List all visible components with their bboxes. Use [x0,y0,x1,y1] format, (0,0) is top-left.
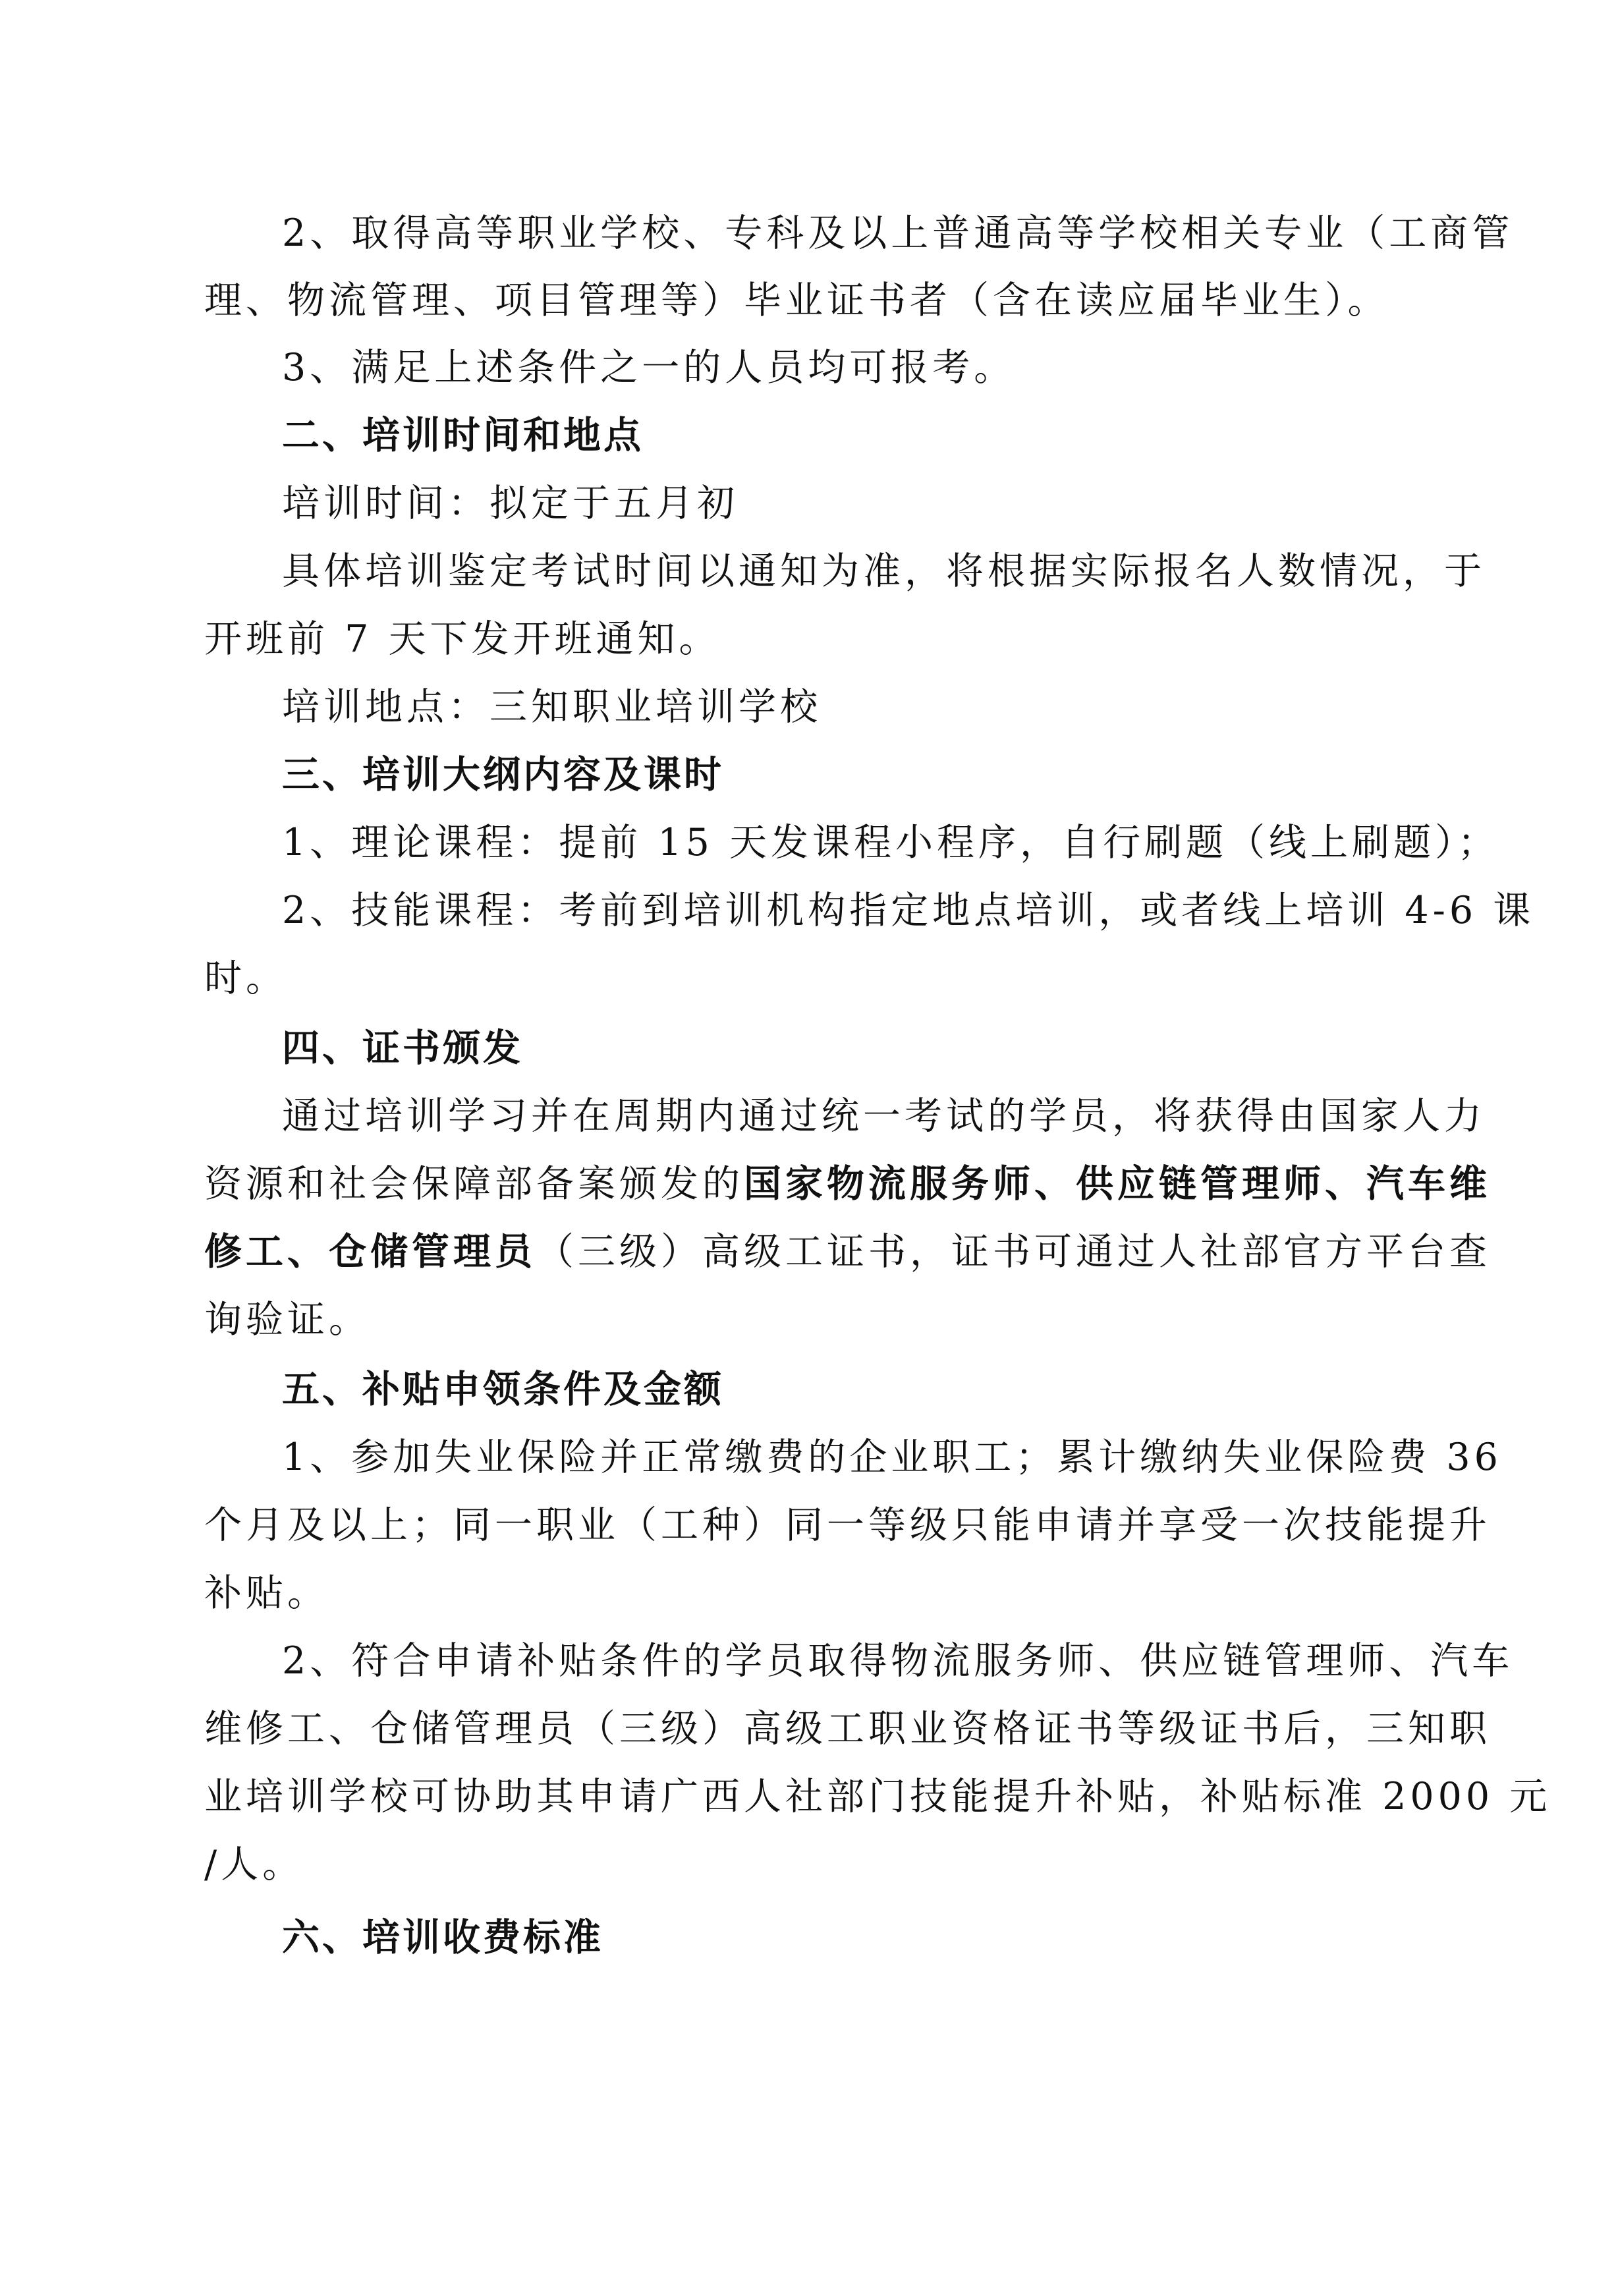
training-location: 培训地点：三知职业培训学校 [282,685,822,729]
certificate-line-2 [204,1160,1491,1208]
eligibility-item-2-line-2: 理、物流管理、项目管理等）毕业证书者（含在读应届毕业生）。 [204,279,1389,322]
section-4-heading: 四、证书颁发 [282,1026,523,1070]
subsidy-item-2-line-2: 维修工、仓储管理员（三级）高级工职业资格证书等级证书后，三知职 [204,1707,1491,1750]
subsidy-item-2-line-1: 2、符合申请补贴条件的学员取得物流服务师、供应链管理师、汽车 [282,1639,1514,1683]
syllabus-item-1: 1、理论课程：提前 15 天发课程小程序，自行刷题（线上刷题）； [282,821,1499,864]
subsidy-item-1-line-2: 个月及以上；同一职业（工种）同一等级只能申请并享受一次技能提升 [204,1503,1491,1547]
certificate-titles-bold: 国家物流服务师、供应链管理师、汽车维 [744,1162,1491,1206]
section-5-heading: 五、补贴申领条件及金额 [282,1368,724,1411]
training-time: 培训时间：拟定于五月初 [282,482,739,525]
certificate-line-2-plain: 资源和社会保障部备案颁发的 [204,1162,744,1206]
subsidy-item-1-line-1: 1、参加失业保险并正常缴费的企业职工；累计缴纳失业保险费 36 [282,1436,1502,1479]
eligibility-item-3: 3、满足上述条件之一的人员均可报考。 [282,346,1016,389]
syllabus-item-2-line-1: 2、技能课程：考前到培训机构指定地点培训，或者线上培训 4-6 课 [282,889,1535,932]
subsidy-item-2-line-4: /人。 [204,1843,304,1886]
section-2-heading: 二、培训时间和地点 [282,414,644,457]
certificate-line-3-plain: （三级）高级工证书，证书可通过人社部官方平台查 [536,1230,1491,1274]
certificate-line-4: 询验证。 [204,1298,370,1341]
certificate-line-1: 通过培训学习并在周期内通过统一考试的学员，将获得由国家人力 [282,1094,1486,1138]
syllabus-item-2-line-2: 时。 [204,957,287,1000]
certificate-titles-bold-cont: 修工、仓储管理员 [204,1230,536,1274]
schedule-note-line-2: 开班前 7 天下发开班通知。 [204,617,721,661]
subsidy-item-1-line-3: 补贴。 [204,1571,329,1615]
section-3-heading: 三、培训大纲内容及课时 [282,753,724,797]
schedule-note-line-1: 具体培训鉴定考试时间以通知为准，将根据实际报名人数情况，于 [282,549,1486,593]
subsidy-item-2-line-3: 业培训学校可协助其申请广西人社部门技能提升补贴，补贴标准 2000 元 [204,1775,1551,1818]
section-6-heading: 六、培训收费标准 [282,1916,603,1959]
certificate-line-3 [204,1228,1491,1275]
eligibility-item-2-line-1: 2、取得高等职业学校、专科及以上普通高等学校相关专业（工商管 [282,211,1514,255]
